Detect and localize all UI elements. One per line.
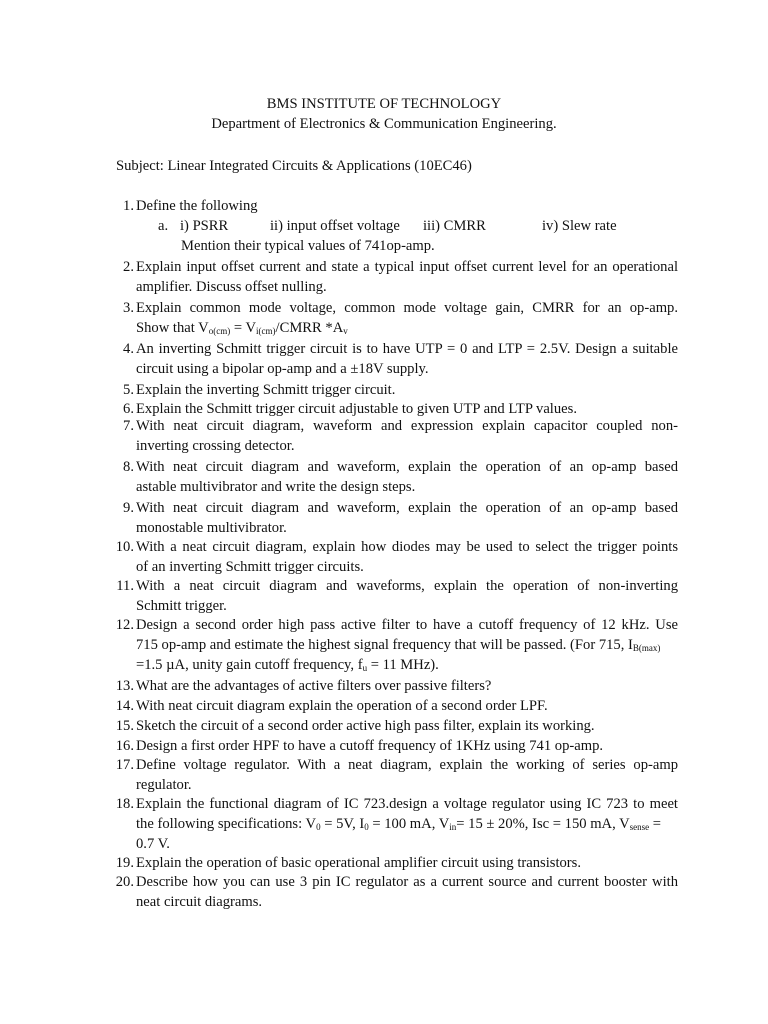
question-10: [136, 537, 678, 577]
question-number: 19.: [115, 855, 134, 871]
question-number: 20.: [115, 874, 134, 890]
question-line: Design a second order high pass active filter to have a cutoff frequency of 12 kHz. Use: [136, 617, 678, 633]
question-line: Explain the inverting Schmitt trigger circuit.: [136, 382, 396, 398]
subscript: v: [343, 326, 348, 336]
question-line: astable multivibrator and write the design steps.: [136, 479, 416, 495]
question-number: 16.: [115, 738, 134, 754]
question-15: [136, 716, 678, 736]
question-number: 10.: [115, 539, 134, 555]
question-number: 12.: [115, 617, 134, 633]
question-line: neat circuit diagrams.: [136, 894, 263, 910]
sub-item: iii) CMRR: [423, 218, 486, 234]
question-line: Explain the functional diagram of IC 723.design a voltage regulator using IC 723 to meet: [136, 796, 678, 812]
subscript: 0: [316, 822, 321, 832]
question-1: [136, 196, 678, 216]
question-2: [136, 257, 678, 297]
question-line: monostable multivibrator.: [136, 520, 287, 536]
question-number: 9.: [123, 500, 134, 516]
question-number: 4.: [123, 341, 134, 357]
question-number: 7.: [123, 418, 134, 434]
question-line: amplifier. Discuss offset nulling.: [136, 279, 327, 295]
question-19: [136, 853, 678, 873]
question-line: 0.7 V.: [136, 836, 170, 852]
subscript: in: [449, 822, 457, 832]
question-number: 11.: [116, 578, 134, 594]
subscript: 0: [364, 822, 369, 832]
question-line: With a neat circuit diagram and waveforms, explain the operation of non-inverting: [136, 578, 678, 594]
question-7: [136, 416, 678, 456]
question-number: 6.: [123, 401, 134, 417]
sub-item: iv) Slew rate: [542, 218, 617, 234]
question-number: 1.: [123, 198, 134, 214]
sub-label: a.: [158, 218, 169, 234]
question-3: [136, 298, 678, 338]
question-13: [136, 676, 678, 696]
question-line: With neat circuit diagram and waveform, explain the operation of an op-amp based: [136, 500, 678, 516]
subscript: i(cm): [256, 326, 276, 336]
subscript: o(cm): [208, 326, 231, 336]
question-number: 17.: [115, 757, 134, 773]
question-line: An inverting Schmitt trigger circuit is to have UTP = 0 and LTP = 2.5V. Design a suitable: [136, 341, 678, 357]
question-9: [136, 498, 678, 538]
question-14: [136, 696, 678, 716]
question-line: circuit using a bipolar op-amp and a ±18V supply.: [136, 361, 429, 377]
question-line: Sketch the circuit of a second order active high pass filter, explain its working.: [136, 718, 595, 734]
sub-note: Mention their typical values of 741op-amp.: [181, 238, 435, 254]
question-line: Explain the operation of basic operational amplifier circuit using transistors.: [136, 855, 581, 871]
question-12: [136, 615, 678, 675]
question-line: Define voltage regulator. With a neat diagram, explain the working of series op-amp: [136, 757, 678, 773]
sub-item: i) PSRR: [180, 218, 229, 234]
question-line: Show that $V_{o(cm)}$ = $V_{i(cm)}$/CMRR $*A_v$: [136, 320, 348, 336]
question-line: With a neat circuit diagram, explain how diodes may be used to select the trigger points: [136, 539, 678, 555]
question-line: With neat circuit diagram, waveform and expression explain capacitor coupled non-: [136, 418, 678, 434]
question-line: =1.5 µA, unity gain cutoff frequency, $f_u = 11$ MHz).: [136, 657, 439, 673]
question-line: Schmitt trigger.: [136, 598, 227, 614]
institute-title: BMS INSTITUTE OF TECHNOLOGY: [266, 96, 502, 112]
question-number: 13.: [115, 678, 134, 694]
question-20: [136, 872, 678, 912]
question-18: [136, 794, 678, 854]
question-line: With neat circuit diagram and waveform, explain the operation of an op-amp based: [136, 459, 678, 475]
question-line: of an inverting Schmitt trigger circuits.: [136, 559, 364, 575]
question-line: Describe how you can use 3 pin IC regulator as a current source and current booster with: [136, 874, 678, 890]
question-5: [136, 380, 678, 400]
subscript: sense: [629, 822, 650, 832]
question-line: What are the advantages of active filters over passive filters?: [136, 678, 492, 694]
question-number: 3.: [123, 300, 134, 316]
question-number: 2.: [123, 259, 134, 275]
question-number: 14.: [115, 698, 134, 714]
question-16: [136, 736, 678, 756]
question-line: the following specifications: $V_0 = 5V$, $I_0 = 100$ mA, $V_{in}= 15 \pm 20\%$, Isc = 150 mA, $V_{sense}$ =: [136, 816, 662, 832]
question-line: Explain input offset current and state a typical input offset current level for an operational: [136, 259, 678, 275]
question-line: inverting crossing detector.: [136, 438, 295, 454]
question-4: [136, 339, 678, 379]
question-11: [136, 576, 678, 616]
question-17: [136, 755, 678, 795]
question-line: regulator.: [136, 777, 192, 793]
department-title: Department of Electronics & Communication Engineering.: [211, 116, 557, 132]
subscript: B(max): [632, 643, 661, 653]
question-number: 15.: [115, 718, 134, 734]
question-line: Explain the Schmitt trigger circuit adjustable to given UTP and LTP values.: [136, 401, 577, 417]
sub-item: ii) input offset voltage: [270, 218, 400, 234]
question-number: 8.: [123, 459, 134, 475]
question-number: 5.: [123, 382, 134, 398]
question-line: Design a first order HPF to have a cutoff frequency of 1KHz using 741 op-amp.: [136, 738, 604, 754]
question-line: Explain common mode voltage, common mode voltage gain, CMRR for an op-amp.: [136, 300, 678, 316]
subscript: u: [362, 663, 368, 673]
subject-line: Subject: Linear Integrated Circuits & Applications (10EC46): [116, 158, 472, 174]
question-8: [136, 457, 678, 497]
question-line: With neat circuit diagram explain the operation of a second order LPF.: [136, 698, 548, 714]
question-number: 18.: [115, 796, 134, 812]
question-line: Define the following: [136, 198, 258, 214]
question-line: 715 op-amp and estimate the highest signal frequency that will be passed. (For 715, $I_{B(max)}$: [136, 637, 661, 653]
